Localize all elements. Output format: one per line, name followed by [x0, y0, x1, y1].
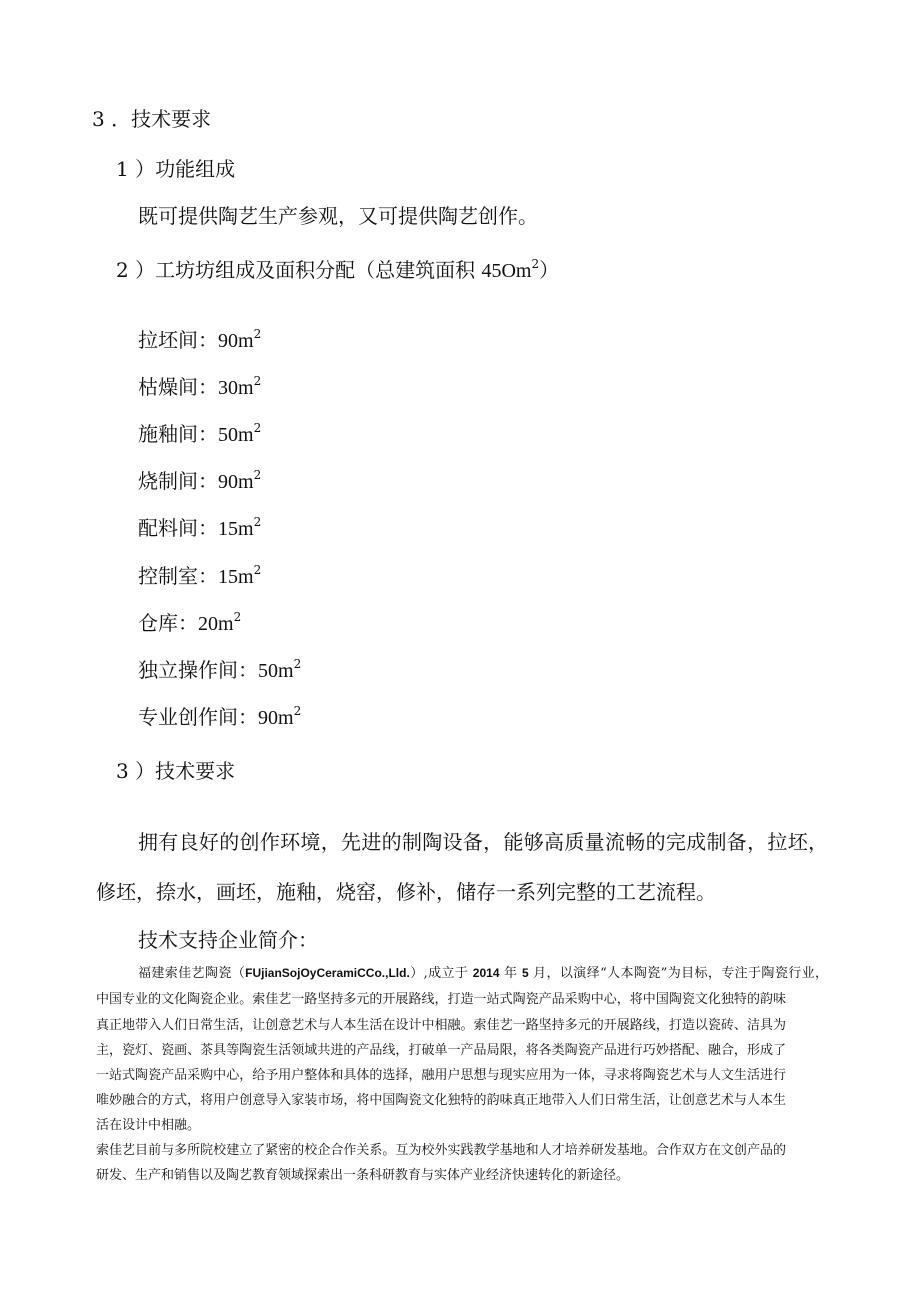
support-company-heading: 技术支持企业简介：	[138, 928, 318, 952]
company-english-name: FUjianSojOyCeramiCCo.,Lld.	[245, 966, 410, 980]
intro-line: 活在设计中相融。	[96, 1118, 201, 1133]
sub-heading-composition	[116, 254, 559, 283]
room-area: 90m	[218, 471, 254, 493]
section-heading: 3 ．技术要求	[92, 107, 212, 131]
intro-line: 主，瓷灯、瓷画、茶具等陶瓷生活领域共进的产品线，打破单一产品局限，将各类陶瓷产品进行巧妙搭配、融合，形成了	[96, 1043, 786, 1058]
room-area-sup: 2	[253, 468, 262, 482]
room-name: 配料间：	[138, 516, 218, 540]
intro-text: 年	[499, 966, 522, 981]
room-item	[138, 371, 261, 400]
room-item	[138, 418, 261, 447]
technical-paragraph-line: 修坯，捺水，画坯，施釉，烧窑，修补，储存一系列完整的工艺流程。	[96, 880, 716, 904]
total-area-unit-sup: 2	[531, 257, 540, 271]
intro-text: 福建索佳艺陶瓷（	[138, 966, 246, 981]
room-area: 50m	[258, 660, 294, 682]
founding-year: 2014	[472, 966, 500, 980]
room-area-sup: 2	[253, 421, 262, 435]
room-area-sup: 2	[253, 327, 262, 341]
technical-paragraph-line: 拥有良好的创作环境，先进的制陶设备，能够高质量流畅的完成制备，拉坯，	[138, 830, 828, 854]
room-item	[138, 324, 261, 353]
room-item	[138, 607, 241, 636]
composition-heading-suffix: ）	[539, 258, 560, 282]
room-item	[138, 654, 301, 683]
room-area-sup: 2	[293, 704, 302, 718]
intro-text: ）,成立于	[409, 966, 473, 981]
room-area: 90m	[218, 330, 254, 352]
room-item	[138, 701, 301, 730]
intro-line: 中国专业的文化陶瓷企业。索佳艺一路坚持多元的开展路线，打造一站式陶瓷产品采购中心，将中国陶瓷文化独特的韵味	[96, 992, 786, 1007]
room-name: 枯燥间：	[138, 375, 218, 399]
composition-heading-prefix: 2 ）工坊坊组成及面积分配（总建筑面积	[116, 258, 482, 282]
intro-line: 研发、生产和销售以及陶艺教育领域探索出一条科研教育与实体产业经济快速转化的新途径。	[96, 1168, 630, 1183]
room-area: 15m	[218, 566, 254, 588]
room-name: 施釉间：	[138, 422, 218, 446]
room-name: 仓库：	[138, 611, 198, 635]
room-item	[138, 560, 261, 589]
total-area-value: 45Om	[481, 260, 532, 282]
room-name: 控制室：	[138, 564, 218, 588]
room-name: 独立操作间：	[138, 658, 258, 682]
room-area-sup: 2	[253, 374, 262, 388]
room-area-sup: 2	[233, 610, 242, 624]
room-area: 50m	[218, 424, 254, 446]
room-area: 15m	[218, 518, 254, 540]
room-area-sup: 2	[293, 657, 302, 671]
sub-heading-technical: 3 ）技术要求	[116, 759, 236, 783]
founding-month: 5	[521, 966, 529, 980]
intro-line	[138, 962, 828, 981]
room-name: 专业创作间：	[138, 705, 258, 729]
room-area-sup: 2	[253, 563, 262, 577]
room-name: 拉坯间：	[138, 328, 218, 352]
room-area: 30m	[218, 377, 254, 399]
sub-heading-function: 1 ）功能组成	[116, 157, 236, 181]
intro-line: 索佳艺目前与多所院校建立了紧密的校企合作关系。互为校外实践教学基地和人才培养研发基地。合作双方在文创产品的	[96, 1143, 786, 1158]
intro-line: 一站式陶瓷产品采购中心，给予用户整体和具体的选择，融用户思想与现实应用为一体，寻求将陶瓷艺术与人文生活进行	[96, 1068, 786, 1083]
room-item	[138, 512, 261, 541]
room-area: 90m	[258, 707, 294, 729]
room-name: 烧制间：	[138, 469, 218, 493]
room-area-sup: 2	[253, 515, 262, 529]
room-item	[138, 465, 261, 494]
function-text: 既可提供陶艺生产参观，又可提供陶艺创作。	[138, 204, 538, 228]
room-area: 20m	[198, 613, 234, 635]
intro-line: 唯妙融合的方式，将用户创意导入家装市场，将中国陶瓷文化独特的韵味真正地带入人们日常生活，让创意艺术与人本生	[96, 1093, 786, 1108]
intro-text: 月，以演绎“人本陶瓷”为目标，专注于陶瓷行业，	[528, 966, 828, 981]
intro-line: 真正地带入人们日常生活，让创意艺术与人本生活在设计中相融。索佳艺一路坚持多元的开展路线，打造以瓷砖、洁具为	[96, 1018, 786, 1033]
